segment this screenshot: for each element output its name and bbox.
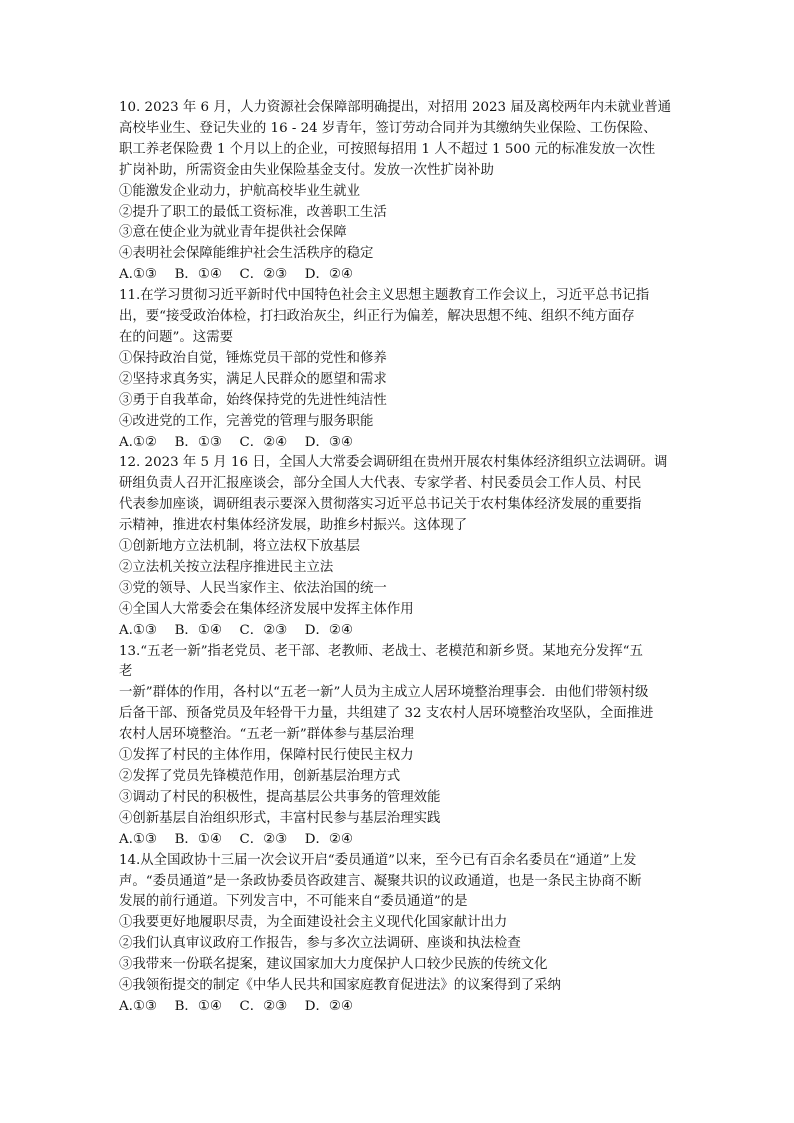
question-stem-line: 农村人居环境整治。“五老一新”群体参与基层治理 <box>119 727 414 743</box>
question-10 <box>119 98 679 286</box>
option-statement: ②发挥了党员先锋模范作用，创新基层治理方式 <box>119 769 401 784</box>
option-statement: ④改进党的工作，完善党的管理与服务职能 <box>119 413 374 429</box>
option-statement: ③我带来一份联名提案，建议国家加大力度保护人口较少民族的传统文化 <box>119 957 548 973</box>
question-stem-line: 10. 2023 年 6 月，人力资源社会保障部明确提出，对招用 2023 届及离校两年内未就业普通 <box>119 100 672 115</box>
question-stem-line: 14.从全国政协十三届一次会议开启“委员通道”以来，至今已有百余名委员在“通道”上发 <box>119 852 637 868</box>
question-stem-line: 研组负责人召开汇报座谈会，部分全国人大代表、专家学者、村民委员会工作人员、村民 <box>119 476 642 492</box>
question-stem-line: 一新”群体的作用，各村以“五老一新”人员为主成立人居环境整治理事会．由他们带领村级 <box>119 685 649 701</box>
answer-choices: A.①③ B．①④ C．②③ D．②④ <box>119 831 353 847</box>
option-statement: ④表明社会保障能维护社会生活秩序的稳定 <box>119 246 374 262</box>
question-stem-line: 扩岗补助，所需资金由失业保险基金支付。发放一次性扩岗补助 <box>119 162 494 178</box>
option-statement: ①保持政治自觉，锤炼党员干部的党性和修养 <box>119 350 387 366</box>
question-stem-line: 13.“五老一新”指老党员、老干部、老教师、老战士、老模范和新乡贤。某地充分发挥“五 <box>119 643 643 659</box>
option-statement: ③调动了村民的积极性，提高基层公共事务的管理效能 <box>119 789 441 805</box>
question-stem-line: 代表参加座谈，调研组表示要深入贯彻落实习近平总书记关于农村集体经济发展的重要指 <box>119 497 642 513</box>
question-stem-line: 在的问题”。这需要 <box>119 329 233 345</box>
question-13 <box>119 642 679 851</box>
question-stem-line: 高校毕业生、登记失业的 16 - 24 岁青年，签订劳动合同并为其缴纳失业保险、工伤保险、 <box>119 120 657 136</box>
answer-choices: A.①③ B．①④ C．②③ D．②④ <box>119 998 353 1014</box>
option-statement: ①创新地方立法机制，将立法权下放基层 <box>119 539 361 555</box>
question-stem-line: 老 <box>119 664 133 680</box>
question-stem-line: 11.在学习贯彻习近平新时代中国特色社会主义思想主题教育工作会议上，习近平总书记指 <box>119 288 650 304</box>
question-stem-line: 职工养老保险费 1 个月以上的企业，可按照每招用 1 人不超过 1 500 元的标准发放一次性 <box>119 141 656 157</box>
option-statement: ②坚持求真务实，满足人民群众的愿望和需求 <box>119 371 387 387</box>
question-12 <box>119 453 679 641</box>
option-statement: ④全国人大常委会在集体经济发展中发挥主体作用 <box>119 601 414 617</box>
answer-choices: A.①③ B．①④ C．②③ D．②④ <box>119 267 353 283</box>
exam-page <box>119 98 679 1018</box>
option-statement: ③党的领导、人民当家作主、依法治国的统一 <box>119 580 387 596</box>
question-stem-line: 发展的前行通道。下列发言中，不可能来自“委员通道”的是 <box>119 894 468 910</box>
option-statement: ②立法机关按立法程序推进民主立法 <box>119 559 334 575</box>
option-statement: ③意在使企业为就业青年提供社会保障 <box>119 225 347 241</box>
question-stem-line: 示精神，推进农村集体经济发展，助推乡村振兴。这体现了 <box>119 518 468 534</box>
option-statement: ①发挥了村民的主体作用，保障村民行使民主权力 <box>119 748 414 764</box>
option-statement: ①能激发企业动力，护航高校毕业生就业 <box>119 183 361 199</box>
option-statement: ②我们认真审议政府工作报告，参与多次立法调研、座谈和执法检查 <box>119 936 521 952</box>
question-stem-line: 声。“委员通道”是一条政协委员咨政建言、凝聚共识的议政通道，也是一条民主协商不断 <box>119 873 642 889</box>
question-11 <box>119 286 679 453</box>
answer-choices: A.①③ B．①④ C．②③ D．②④ <box>119 622 353 638</box>
question-stem-line: 后备干部、预备党员及年轻骨干力量，共组建了 32 支农村人居环境整治攻坚队，全面推进 <box>119 706 654 722</box>
option-statement: ①我要更好地履职尽责，为全面建设社会主义现代化国家献计出力 <box>119 915 508 931</box>
question-14 <box>119 851 679 1018</box>
option-statement: ②提升了职工的最低工资标准，改善职工生活 <box>119 204 387 220</box>
option-statement: ③勇于自我革命，始终保持党的先进性纯洁性 <box>119 392 387 408</box>
answer-choices: A.①② B．①③ C．②④ D．③④ <box>119 434 353 450</box>
option-statement: ④我领衔提交的制定《中华人民共和国家庭教育促进法》的议案得到了采纳 <box>119 978 561 994</box>
option-statement: ④创新基层自治组织形式，丰富村民参与基层治理实践 <box>119 810 441 826</box>
question-stem-line: 出，要“接受政治体检，打扫政治灰尘，纠正行为偏差，解决思想不纯、组织不纯方面存 <box>119 309 635 325</box>
question-stem-line: 12. 2023 年 5 月 16 日，全国人大常委会调研组在贵州开展农村集体经济组织立法调研。调 <box>119 455 668 471</box>
